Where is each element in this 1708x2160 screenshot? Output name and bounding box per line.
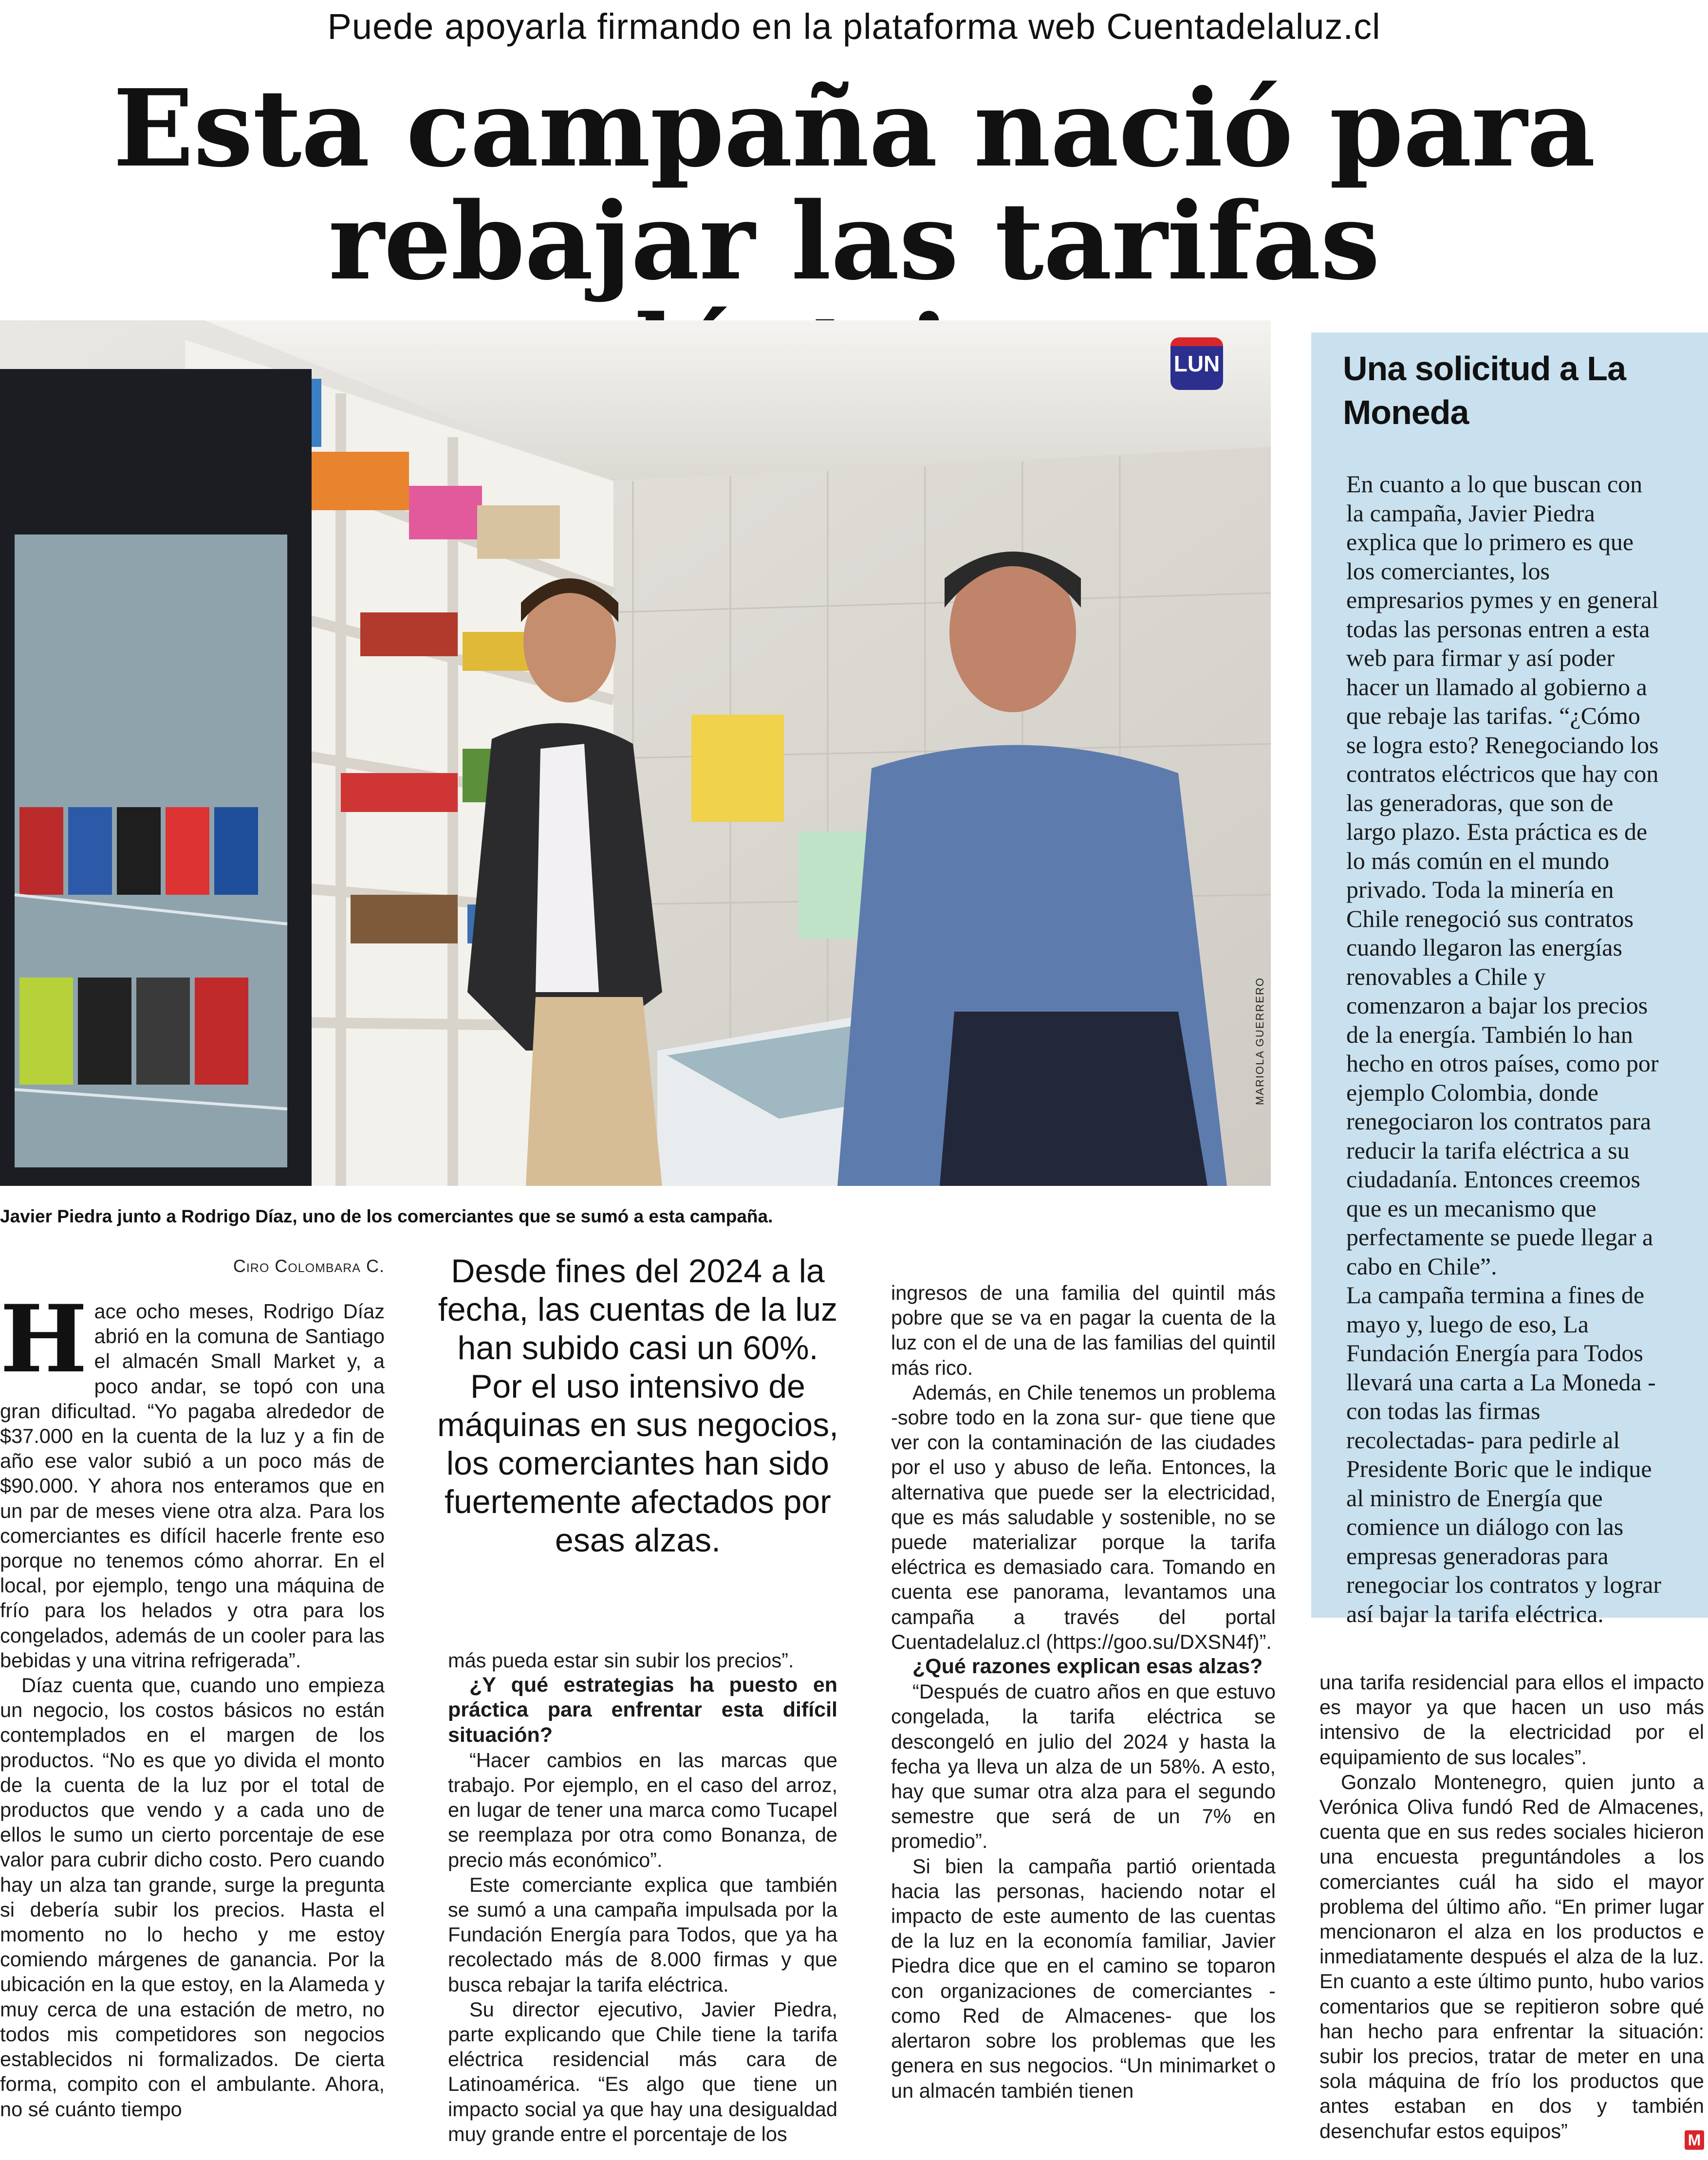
article-photo <box>0 320 1271 1186</box>
sidebar-body <box>1346 470 1663 1628</box>
byline: Ciro Colombara C. <box>233 1256 385 1276</box>
interview-question: ¿Qué razones explican esas alzas? <box>912 1655 1263 1679</box>
paragraph: Díaz cuenta que, cuando uno empieza un negocio, los costos básicos no están contemplados en el margen de los productos. “No es que yo divida el monto de la cuenta de la luz por el total de productos que vendo y a cada uno de ellos le sumo un cierto porcentaje de ese valor para cubrir dicho costo. Pero cuando hay un alza tan grande, surge la pregunta si debería subir los precios. Hasta el momento no lo hecho y me estoy comiendo márgenes de ganancia. Por la ubicación en la que estoy, en la Alameda y muy cerca de una estación de metro, no todos mis competidores son negocios establecidos ni formalizados. De cierta forma, compito con el ambulante. Ahora, no sé cuánto tiempo <box>0 1674 385 2121</box>
article-column-2 <box>448 1648 837 2157</box>
dropcap: H <box>0 1299 88 1393</box>
paragraph: Su director ejecutivo, Javier Piedra, parte explicando que Chile tiene la tarifa eléctrica residencial más cara de Latinoamérica. “Es algo que tiene un impacto social ya que hay una desigualdad muy grande entre el porcentaje de los <box>448 1997 837 2145</box>
paragraph: más pueda estar sin subir los precios”. <box>448 1649 794 1672</box>
paragraph: Este comerciante explica que también se sumó a una campaña impulsada por la Fundación Energía para Todos, que ya ha recolectado más de 8.000 firmas y que busca rebajar la tarifa eléctrica. <box>448 1873 837 1996</box>
pull-quote: Desde fines del 2024 a la fecha, las cuentas de la luz han subido casi un 60%. Por el uso intensivo de máquinas en sus negocios, los comerciantes han sido fuertemente afectados por esas alzas. <box>437 1253 839 1559</box>
article-column-1 <box>0 1299 385 2156</box>
paragraph: ingresos de una familia del quintil más pobre que se va en pagar la cuenta de la luz con el de una de las familias del quintil más rico. <box>891 1281 1276 1379</box>
paragraph: Gonzalo Montenegro, quien junto a Verónica Oliva fundó Red de Almacenes, cuenta que en sus redes sociales hicieron una encuesta preguntándoles a los comerciantes cuál ha sido el mayor problema del último año. “En primer lugar mencionaron el alza en los productos e inmediatamente después el alza de la luz. En cuanto a este último punto, hubo varios comentarios que se repitieron sobre qué han hecho para enfrentar la situación: subir los precios, tratar de meter en una sola máquina de frío los productos que antes estaban en dos y también desenchufar estos equipos” <box>1319 1770 1704 2142</box>
sidebar-paragraph: En cuanto a lo que buscan con la campaña, Javier Piedra explica que lo primero es que los comerciantes, los empresarios pymes y en general todas las personas entren a esta web para firmar y así poder hacer un llamado al gobierno a que rebaje las tarifas. “¿Cómo se logra esto? Renegociando los contratos eléctricos que hay con las generadoras, que son de largo plazo. Esta práctica es de lo más común en el mundo privado. Toda la minería en Chile renegoció sus contratos cuando llegaron las energías renovables a Chile y comenzaron a bajar los precios de la energía. También lo han hecho en otros países, como por ejemplo Colombia, donde renegociaron los contratos para reducir la tarifa eléctrica a su ciudadanía. Entonces creemos que es un mecanismo que perfectamente se puede llegar a cabo en Chile”. <box>1346 470 1659 1280</box>
paragraph: Además, en Chile tenemos un problema -sobre todo en la zona sur- que tiene que ver con la contaminación de las ciudades por el uso y abuso de leña. Entonces, la alternativa que puede ser la electricidad, que es más saludable y sostenible, no se puede materializar porque la tarifa eléctrica es demasiado cara. Tomando en cuenta ese panorama, levantamos una campaña a través del portal Cuentadelaluz.cl (https://goo.su/DXSN4f)”. <box>891 1381 1276 1653</box>
paragraph: una tarifa residencial para ellos el impacto es mayor ya que hacen un uso más intensivo de la electricidad por el equipamiento de sus locales”. <box>1319 1671 1704 1769</box>
article-column-4 <box>1319 1670 1704 2157</box>
paragraph: ace ocho meses, Rodrigo Díaz abrió en la comuna de Santiago el almacén Small Market y, a poco andar, se topó con una gran dificultad. “Yo pagaba alrededor de $37.000 en la cuenta de la luz y a fin de año ese valor subió a un poco más de $90.000. Y ahora nos enteramos que en un par de meses viene otra alza. Para los comerciantes es difícil hacerle frente eso porque no tenemos cómo ahorrar. En el local, por ejemplo, tengo una máquina de frío para los helados y otra para los congelados, además de un cooler para las bebidas y una vitrina refrigerada”. <box>0 1300 385 1672</box>
lun-logo-badge: LUN <box>1170 337 1223 390</box>
interview-question: ¿Y qué estrategias ha puesto en práctica para enfrentar esta difícil situación? <box>448 1673 837 1747</box>
publication-logo-icon: M <box>1685 2130 1704 2150</box>
photo-caption: Javier Piedra junto a Rodrigo Díaz, uno de los comerciantes que se sumó a esta campaña. <box>0 1206 773 1226</box>
headline: Esta campaña nació para rebajar las tarifas <box>112 66 1596 304</box>
paragraph: Si bien la campaña partió orientada hacia las personas, haciendo notar el impacto de este aumento de las cuentas de la luz en la economía familiar, Javier Piedra dice que en el camino se toparon con organizaciones de comerciantes -como Red de Almacenes- que los alertaron sobre los problemas que les genera en sus negocios. “Un minimarket o un almacén también tienen <box>891 1854 1276 2102</box>
sidebar-paragraph: La campaña termina a fines de mayo y, luego de eso, La Fundación Energía para Todos llevará una carta a La Moneda -con todas las firmas recolectadas- para pedirle al Presidente Boric que le indique al ministro de Energía que comience un diálogo con las empresas generadoras para renegociar los contratos y lograr así bajar la tarifa eléctrica. <box>1346 1281 1661 1627</box>
sidebar-title: Una solicitud a La Moneda <box>1343 350 1626 431</box>
article-column-3 <box>891 1280 1276 2157</box>
paragraph: “Después de cuatro años en que estuvo congelada, la tarifa eléctrica se descongeló en julio del 2024 y hasta la fecha ya lleva un alza de un 58%. A esto, hay que sumar otra alza para el segundo semestre que será de un 7% en promedio”. <box>891 1680 1276 1853</box>
photo-credit: MARIOLA GUERRERO <box>1254 977 1266 1105</box>
top-line: Puede apoyarla firmando en la plataforma web Cuentadelaluz.cl <box>327 6 1381 47</box>
paragraph: “Hacer cambios en las marcas que trabajo. Por ejemplo, en el caso del arroz, en lugar de tener una marca como Tucapel se reemplaza por otra como Bonanza, de precio más económico”. <box>448 1748 837 1871</box>
